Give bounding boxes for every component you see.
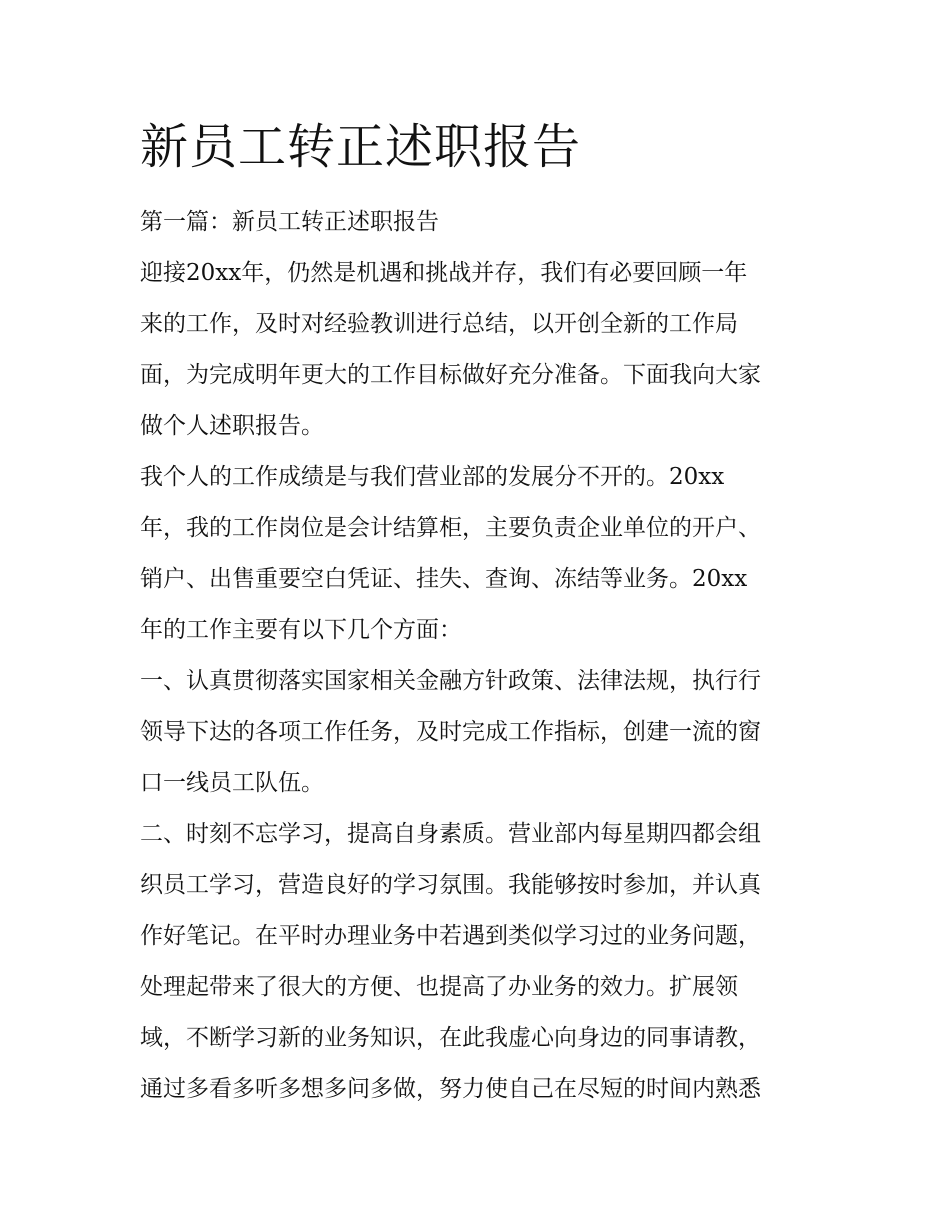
body-line: 口一线员工队伍。 [140, 770, 324, 796]
body-line: 我个人的工作成绩是与我们营业部的发展分不开的。20xx [140, 464, 725, 490]
body-line: 迎接20xx年，仍然是机遇和挑战并存，我们有必要回顾一年 [140, 260, 748, 286]
body-line: 销户、出售重要空白凭证、挂失、查询、冻结等业务。20xx [140, 566, 748, 592]
body-line: 域，不断学习新的业务知识，在此我虚心向身边的同事请教， [140, 1025, 761, 1051]
body-line: 年，我的工作岗位是会计结算柜，主要负责企业单位的开户、 [140, 515, 761, 541]
body-line: 来的工作，及时对经验教训进行总结，以开创全新的工作局 [140, 311, 738, 337]
body-line: 织员工学习，营造良好的学习氛围。我能够按时参加，并认真 [140, 872, 761, 898]
body-line: 二、时刻不忘学习，提高自身素质。营业部内每星期四都会组 [140, 821, 761, 847]
body-line: 年的工作主要有以下几个方面： [140, 617, 462, 643]
body-line: 处理起带来了很大的方便、也提高了办业务的效力。扩展领 [140, 974, 738, 1000]
body-line-subtitle: 第一篇：新员工转正述职报告 [140, 209, 439, 235]
document-title: 新员工转正述职报告 [140, 119, 582, 175]
body-line: 一、认真贯彻落实国家相关金融方针政策、法律法规，执行行 [140, 668, 761, 694]
body-line: 面，为完成明年更大的工作目标做好充分准备。下面我向大家 [140, 362, 761, 388]
body-line: 通过多看多听多想多问多做，努力使自己在尽短的时间内熟悉 [140, 1076, 761, 1102]
body-line: 作好笔记。在平时办理业务中若遇到类似学习过的业务问题， [140, 923, 761, 949]
body-line: 领导下达的各项工作任务，及时完成工作指标，创建一流的窗 [140, 719, 761, 745]
body-line: 做个人述职报告。 [140, 413, 324, 439]
